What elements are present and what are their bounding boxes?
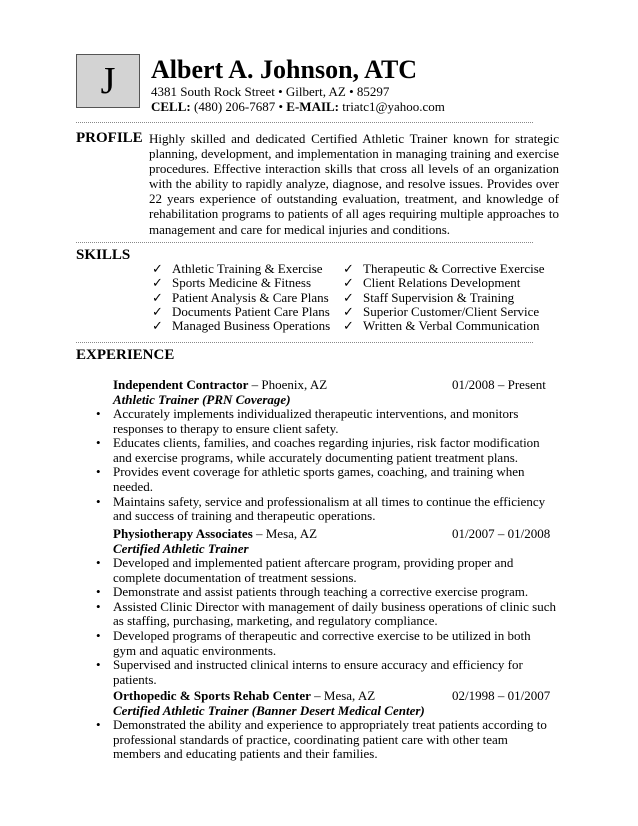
candidate-name: Albert A. Johnson, ATC — [151, 55, 418, 84]
bullet-icon: • — [96, 598, 101, 614]
bullet-text: Developed programs of therapeutic and corrective exercise to be utilized in both gym and aquatic environments. — [113, 627, 531, 658]
job-employer-line — [113, 526, 317, 541]
bullet-text: Provides event coverage for athletic sports games, coaching, and training when needed. — [113, 464, 525, 494]
address: 4381 South Rock Street • Gilbert, AZ • 85297 — [151, 84, 390, 99]
skills-list-right — [343, 262, 545, 333]
skill-label: Superior Customer/Client Service — [363, 303, 540, 319]
job-employer-line — [113, 688, 375, 703]
skill-item — [343, 276, 545, 290]
bullet-icon: • — [96, 555, 101, 570]
skill-label: Therapeutic & Corrective Exercise — [363, 261, 545, 276]
list-item — [96, 436, 556, 465]
skill-label: Staff Supervision & Training — [363, 289, 515, 305]
check-icon: ✓ — [152, 275, 163, 291]
cell-number: (480) 206-7687 — [193, 99, 276, 114]
job-dates: 01/2007 – 01/2008 — [452, 526, 551, 541]
job-employer: Independent Contractor — [113, 377, 249, 392]
list-item — [96, 495, 556, 524]
list-item — [96, 629, 556, 658]
list-item — [96, 465, 556, 494]
job-title: Certified Athletic Trainer (Banner Desert Medical Center) — [113, 703, 425, 718]
contact-separator: • — [275, 99, 287, 114]
job-dates: 02/1998 – 01/2007 — [452, 688, 551, 703]
bullet-text: Assisted Clinic Director with management of daily business operations of clinic such as staffing, purchasing, marketing, and regulatory compliance. — [113, 598, 556, 629]
check-icon: ✓ — [152, 289, 163, 305]
bullet-text: Supervised and instructed clinical interns to ensure accuracy and efficiency for patients. — [113, 657, 523, 687]
contact-line — [151, 99, 445, 114]
skill-label: Documents Patient Care Plans — [172, 303, 330, 319]
skills-heading: SKILLS — [76, 247, 131, 263]
bullet-icon: • — [96, 406, 101, 421]
skill-item — [152, 291, 330, 305]
profile-heading: PROFILE — [76, 130, 143, 146]
check-icon: ✓ — [343, 261, 354, 276]
bullet-text: Demonstrate and assist patients through teaching a corrective exercise program. — [113, 584, 529, 600]
job-bullets — [96, 407, 556, 524]
bullet-text: Maintains safety, service and professionalism at all times to continue the efficiency and success of training and therapeutic operations. — [113, 493, 546, 524]
bullet-icon: • — [96, 584, 101, 600]
skill-label: Athletic Training & Exercise — [172, 261, 323, 276]
skill-item — [343, 262, 545, 276]
skills-list-left — [152, 262, 330, 333]
bullet-icon: • — [96, 464, 101, 480]
check-icon: ✓ — [343, 289, 354, 305]
skill-label: Written & Verbal Communication — [363, 318, 540, 334]
check-icon: ✓ — [152, 318, 163, 334]
skill-item — [152, 276, 330, 290]
divider — [76, 242, 533, 243]
monogram-box — [76, 54, 140, 108]
check-icon: ✓ — [152, 303, 163, 319]
job-employer-line — [113, 377, 327, 392]
list-item — [96, 600, 556, 629]
list-item — [96, 585, 556, 600]
email-address: triatc1@yahoo.com — [342, 99, 445, 114]
list-item — [96, 718, 556, 762]
job-location: – Phoenix, AZ — [248, 377, 328, 392]
bullet-icon: • — [96, 657, 101, 673]
experience-heading: EXPERIENCE — [76, 347, 175, 363]
bullet-icon: • — [96, 493, 101, 509]
job-title: Athletic Trainer (PRN Coverage) — [113, 392, 291, 407]
bullet-text: Accurately implements individualized therapeutic interventions, and monitors responses to therapy to ensure client safety. — [113, 406, 519, 436]
job-employer: Physiotherapy Associates — [113, 526, 253, 541]
skill-label: Client Relations Development — [363, 275, 521, 291]
bullet-text: Developed and implemented patient aftercare program, providing proper and complete documentation of treatment sessions. — [113, 555, 514, 585]
check-icon: ✓ — [343, 275, 354, 291]
skill-label: Sports Medicine & Fitness — [172, 275, 312, 291]
bullet-icon: • — [96, 717, 101, 732]
profile-text: Highly skilled and dedicated Certified Athletic Trainer known for strategic planning, development, and implementation in managing training and exercise procedures. Effective interaction skills that cross all levels of an organization with the ability to rapidly analyze, diagnose, and resolve issues. Provides over 22 years experience of outstanding evaluation, treatment, and knowledge of rehabilitation programs to patients of all ages requiring multiple approaches to management and care for medical injuries and conditions. — [149, 131, 559, 237]
skill-item — [152, 262, 330, 276]
bullet-icon: • — [96, 435, 101, 451]
skill-label: Managed Business Operations — [172, 318, 331, 334]
job-dates: 01/2008 – Present — [452, 377, 546, 392]
bullet-text: Demonstrated the ability and experience to appropriately treat patients according to professional standards of practice, coordinating patient care with other team members and educating patients and their families. — [113, 717, 547, 762]
bullet-icon: • — [96, 627, 101, 643]
cell-label: CELL: — [151, 99, 191, 114]
skill-item — [343, 319, 545, 333]
divider — [76, 342, 533, 343]
job-location: – Mesa, AZ — [252, 526, 318, 541]
skill-label: Patient Analysis & Care Plans — [172, 289, 329, 305]
job-bullets — [96, 718, 556, 762]
skill-item — [343, 291, 545, 305]
list-item — [96, 407, 556, 436]
job-employer: Orthopedic & Sports Rehab Center — [113, 688, 311, 703]
bullet-text: Educates clients, families, and coaches regarding injuries, risk factor modification and exercise programs, while accurately documenting patient treatment plans. — [113, 435, 540, 465]
job-location: – Mesa, AZ — [310, 688, 376, 703]
list-item — [96, 556, 556, 585]
check-icon: ✓ — [343, 303, 354, 319]
skill-item — [152, 305, 330, 319]
skill-item — [152, 319, 330, 333]
job-bullets — [96, 556, 556, 687]
list-item — [96, 658, 556, 687]
monogram-letter: J — [100, 60, 116, 102]
check-icon: ✓ — [343, 318, 354, 334]
divider — [76, 122, 533, 123]
email-label: E-MAIL: — [286, 99, 340, 114]
skill-item — [343, 305, 545, 319]
check-icon: ✓ — [152, 261, 163, 276]
job-title: Certified Athletic Trainer — [113, 541, 249, 556]
